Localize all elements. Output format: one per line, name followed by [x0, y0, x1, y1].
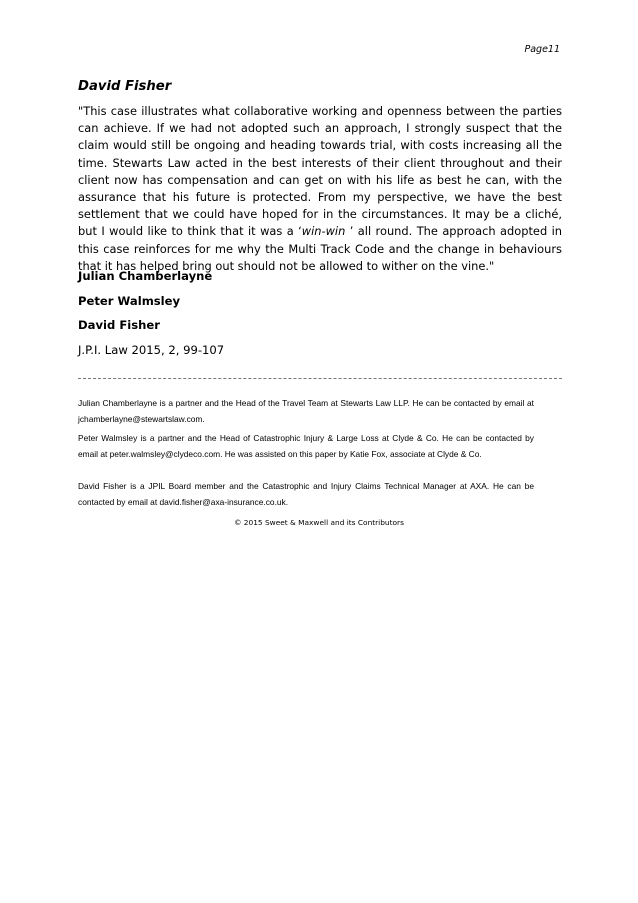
footnote: Peter Walmsley is a partner and the Head of Catastrophic Injury & Large Loss at Clyde & Co. He can be contacted by email at peter.walmsley@clydeco.com. He was assisted on this paper by Katie Fox, associate at Clyde & Co.: [78, 433, 534, 459]
author-name: Peter Walmsley: [78, 294, 181, 308]
footnote: Julian Chamberlayne is a partner and the Head of the Travel Team at Stewarts Law LLP. He can be contacted by email at jchamberlayne@stewartslaw.com.: [78, 398, 534, 424]
page-number: Page11: [524, 44, 560, 55]
section-heading: David Fisher: [78, 79, 172, 94]
footnote: David Fisher is a JPIL Board member and the Catastrophic and Injury Claims Technical Manager at AXA. He can be contacted by email at david.fisher@axa-insurance.co.uk.: [78, 481, 534, 507]
author-name: Julian Chamberlayne: [78, 269, 213, 283]
copyright-notice: © 2015 Sweet & Maxwell and its Contributors: [234, 518, 404, 527]
footnote-divider: [78, 378, 562, 379]
quote-emphasis: win-win: [301, 224, 346, 239]
quote-paragraph: [78, 103, 562, 275]
quote-text-end: ’ all round. The approach adopted in this case reinforces for me why the Multi Track Code and the change in behaviours that it has helped bring out should not be allowed to wither on the vine.": [78, 224, 562, 273]
citation: J.P.I. Law 2015, 2, 99-107: [78, 343, 225, 357]
author-name: David Fisher: [78, 318, 160, 332]
quote-text-start: "This case illustrates what collaborative working and openness between the parties can achieve. If we had not adopted such an approach, I strongly suspect that the claim would still be ongoing and heading towards trial, with costs increasing all the time. Stewarts Law acted in the best interests of their client throughout and their client now has compensation and can get on with his life as best he can, with the assurance that his future is protected. From my perspective, we have the best settlement that we could have hoped for in the circumstances. It may be a cliché, but I would like to think that it was a ‘: [78, 104, 562, 239]
